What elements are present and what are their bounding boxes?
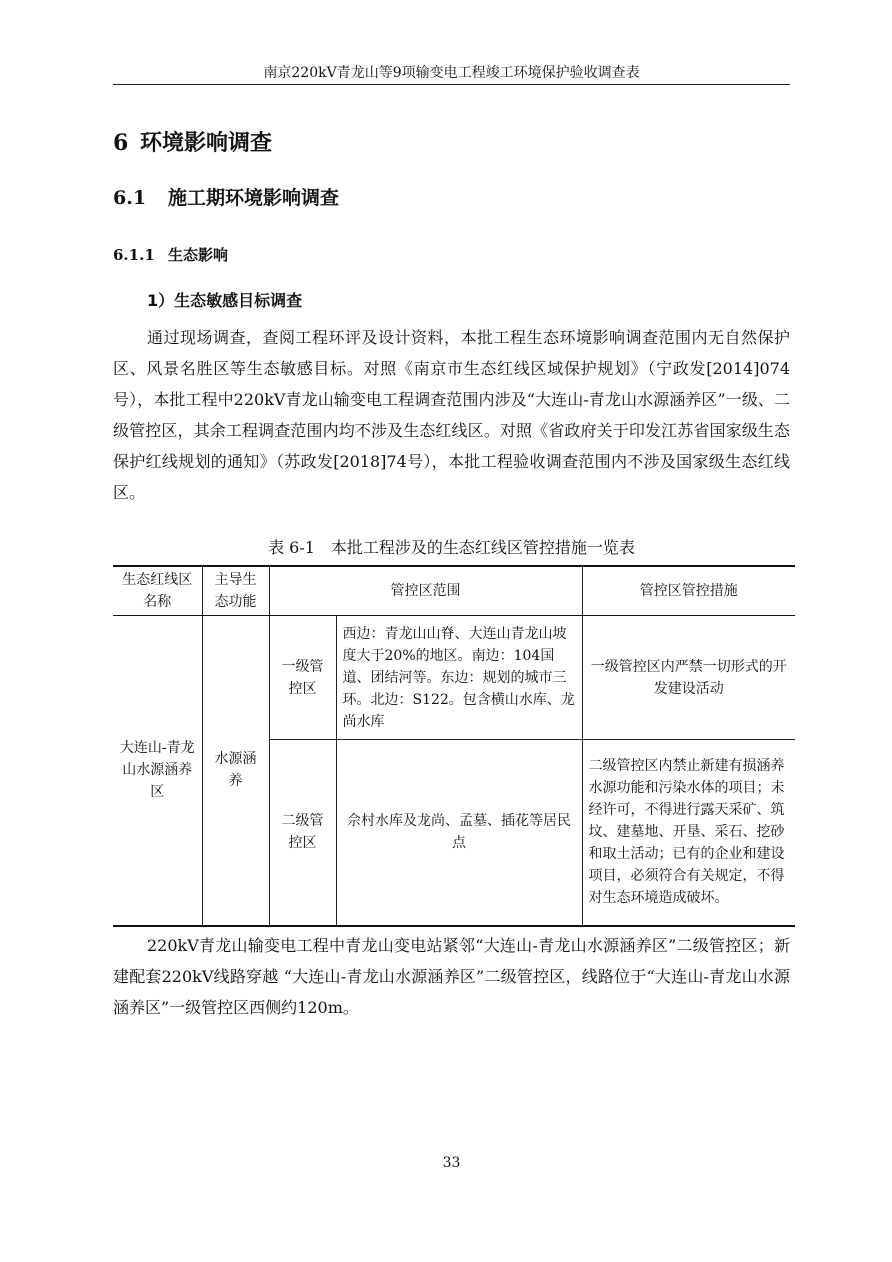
- section-title: 环境影响调查: [140, 131, 273, 156]
- section-number: 6: [113, 130, 129, 156]
- body-paragraph-2: 220kV青龙山输变电工程中青龙山变电站紧邻“大连山-青龙山水源涵养区”二级管控区；新建配套220kV线路穿越 “大连山-青龙山水源涵养区”二级管控区，线路位于“大连山-青龙山水源涵养区”一级管控区西侧约120m。: [113, 936, 790, 1017]
- cell-level-2: 二级管控区: [269, 740, 336, 926]
- section-heading-3: [113, 244, 228, 266]
- subsection-title: 施工期环境影响调查: [168, 187, 340, 209]
- table-header-row: [113, 566, 795, 616]
- header-cell-function: 主导生态功能: [202, 566, 269, 616]
- table-row: [113, 616, 795, 740]
- section-heading-2: [113, 185, 339, 211]
- cell-range-level-2: 佘村水库及龙尚、孟墓、插花等居民点: [336, 740, 582, 926]
- section-heading-1: [113, 129, 272, 158]
- page-number: 33: [442, 1155, 461, 1171]
- section-heading-4: 1）生态敏感目标调查: [147, 291, 303, 310]
- header-cell-range: 管控区范围: [269, 566, 582, 616]
- header-rule: [113, 84, 790, 85]
- cell-main-function: 水源涵养: [202, 616, 269, 926]
- running-header: 南京220kV青龙山等9项输变电工程竣工环境保护验收调查表: [263, 65, 640, 81]
- cell-measures-level-1: 一级管控区内严禁一切形式的开发建设活动: [582, 616, 795, 740]
- cell-range-level-1: 西边：青龙山山脊、大连山青龙山坡度大于20%的地区。南边：104国道、团结河等。东边：规划的城市三环。北边：S122。包含横山水库、龙尚水库: [336, 616, 582, 740]
- cell-level-1: 一级管控区: [269, 616, 336, 740]
- table-caption: [113, 536, 790, 560]
- subsubsection-number: 6.1.1: [113, 246, 155, 264]
- ecology-redline-table: [113, 565, 795, 927]
- cell-redline-name: 大连山-青龙山水源涵养区: [113, 616, 202, 926]
- header-cell-measures: 管控区管控措施: [582, 566, 795, 616]
- table-caption-title: 本批工程涉及的生态红线区管控措施一览表: [330, 538, 635, 557]
- cell-measures-level-2: 二级管控区内禁止新建有损涵养水源功能和污染水体的项目；未经许可，不得进行露天采矿、筑坟、建墓地、开垦、采石、挖砂和取土活动；已有的企业和建设项目，必须符合有关规定，不得对生态环境造成破坏。: [582, 740, 795, 926]
- body-paragraph-1: 通过现场调查，查阅工程环评及设计资料，本批工程生态环境影响调查范围内无自然保护区、风景名胜区等生态敏感目标。对照《南京市生态红线区域保护规划》（宁政发[2014]074号），本批工程中220kV青龙山输变电工程调查范围内涉及“大连山-青龙山水源涵养区”一级、二级管控区，其余工程调查范围内均不涉及生态红线区。对照《省政府关于印发江苏省国家级生态保护红线规划的通知》（苏政发[2018]74号），本批工程验收调查范围内不涉及国家级生态红线区。: [113, 328, 790, 502]
- subsubsection-title: 生态影响: [168, 246, 229, 264]
- subsection-number: 6.1: [113, 187, 147, 209]
- header-cell-name: 生态红线区名称: [113, 566, 202, 616]
- table-caption-number: 表 6-1: [268, 538, 315, 557]
